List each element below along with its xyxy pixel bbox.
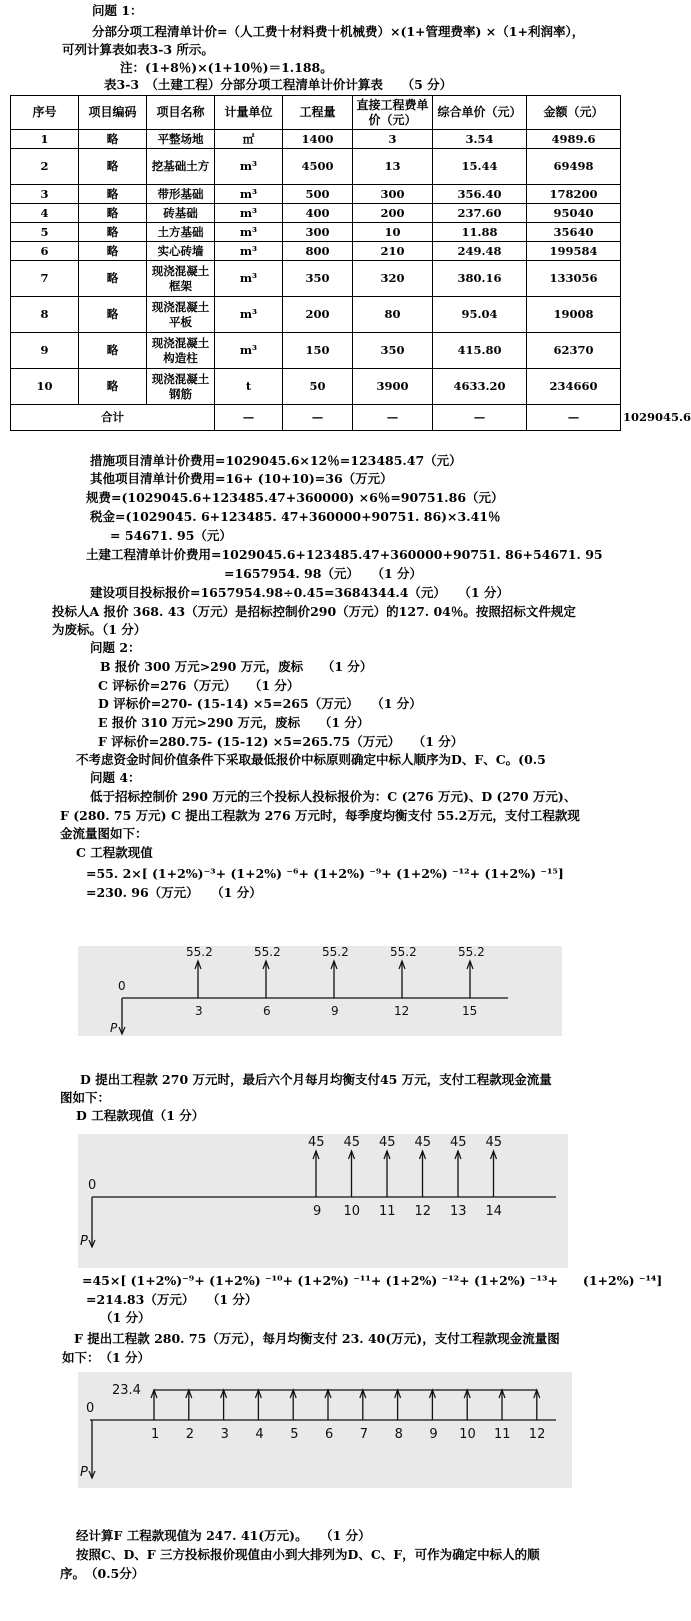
period-tick-label: 10 bbox=[343, 1204, 361, 1219]
col-header: 工程量 bbox=[283, 96, 353, 130]
q1-formula-line2: 可列计算表如表3-3 所示。 bbox=[62, 42, 214, 57]
table-row bbox=[11, 204, 621, 223]
q2-bidder-e: E 报价 310 万元>290 万元，废标 （1 分） bbox=[98, 715, 370, 730]
table-cell: m³ bbox=[215, 261, 283, 297]
period-tick-label: 5 bbox=[290, 1427, 299, 1442]
table-title: 表3-3 （土建工程）分部分项工程清单计价计算表 （5 分） bbox=[104, 77, 453, 92]
table-cell: 234660 bbox=[527, 369, 621, 405]
table-cell: 略 bbox=[79, 333, 147, 369]
table-cell: 平整场地 bbox=[147, 130, 215, 149]
table-cell: 挖基础土方 bbox=[147, 149, 215, 185]
table-cell: 133056 bbox=[527, 261, 621, 297]
bidder-a-line2: 为废标。（1 分） bbox=[52, 622, 147, 637]
table-cell: 9 bbox=[11, 333, 79, 369]
payment-amount-label: 55.2 bbox=[390, 945, 417, 959]
table-cell: 4633.20 bbox=[433, 369, 527, 405]
table-cell: m³ bbox=[215, 149, 283, 185]
payment-amount-label: 45 bbox=[379, 1135, 396, 1150]
table-cell: 249.48 bbox=[433, 242, 527, 261]
table-cell: 7 bbox=[11, 261, 79, 297]
c-formula: =55. 2×[ (1+2%)⁻³+ (1+2%) ⁻⁶+ (1+2%) ⁻⁹+ (1+2%) ⁻¹²+ (1+2%) ⁻¹⁵] bbox=[86, 866, 564, 881]
total-dash: — bbox=[433, 405, 527, 431]
table-cell: 380.16 bbox=[433, 261, 527, 297]
table-row bbox=[11, 242, 621, 261]
d-result: =214.83（万元） （1 分） bbox=[86, 1292, 258, 1307]
table-cell: 土方基础 bbox=[147, 223, 215, 242]
table-cell: 3900 bbox=[353, 369, 433, 405]
f-intro1: F 提出工程款 280. 75（万元），每月均衡支付 23. 40(万元)，支付工程款现金流量图 bbox=[74, 1331, 560, 1346]
table-cell: 80 bbox=[353, 297, 433, 333]
zero-label: 0 bbox=[86, 1401, 95, 1416]
table-cell: 350 bbox=[283, 261, 353, 297]
period-tick-label: 3 bbox=[220, 1427, 229, 1442]
table-header-row bbox=[11, 96, 621, 130]
period-tick-label: 1 bbox=[151, 1427, 160, 1442]
col-header: 项目名称 bbox=[147, 96, 215, 130]
total-dash: — bbox=[527, 405, 621, 431]
conclusion-line1: 按照C、D、F 三方投标报价现值由小到大排列为D、C、F，可作为确定中标人的顺 bbox=[76, 1547, 540, 1562]
period-tick-label: 15 bbox=[462, 1004, 478, 1018]
table-row bbox=[11, 149, 621, 185]
d-intro1: D 提出工程款 270 万元时，最后六个月每月均衡支付45 万元，支付工程款现金流量 bbox=[80, 1072, 552, 1087]
table-cell: 237.60 bbox=[433, 204, 527, 223]
table-row bbox=[11, 223, 621, 242]
table-cell: 62370 bbox=[527, 333, 621, 369]
period-tick-label: 9 bbox=[313, 1204, 322, 1219]
period-tick-label: 13 bbox=[450, 1204, 467, 1219]
table-cell: 略 bbox=[79, 242, 147, 261]
conclusion-line2: 序。 （0.5分） bbox=[60, 1566, 145, 1581]
period-tick-label: 12 bbox=[528, 1427, 546, 1442]
q4-intro2: F (280. 75 万元) C 提出工程款为 276 万元时，每季度均衡支付 55.2万元，支付工程款现 bbox=[60, 808, 580, 823]
table-cell: 3.54 bbox=[433, 130, 527, 149]
table-cell: m³ bbox=[215, 204, 283, 223]
table-cell: 现浇混凝土构造柱 bbox=[147, 333, 215, 369]
p-label: P bbox=[80, 1465, 88, 1480]
cashflow-chart-c bbox=[78, 946, 562, 1036]
table-cell: 现浇混凝土平板 bbox=[147, 297, 215, 333]
payment-amount-label: 45 bbox=[450, 1135, 467, 1150]
table-cell: 现浇混凝土框架 bbox=[147, 261, 215, 297]
table-cell: 95.04 bbox=[433, 297, 527, 333]
table-cell: 略 bbox=[79, 369, 147, 405]
q2-bidder-c: C 评标价=276（万元） （1 分） bbox=[98, 678, 300, 693]
table-cell: 10 bbox=[11, 369, 79, 405]
table-cell: 砖基础 bbox=[147, 204, 215, 223]
table-cell: 356.40 bbox=[433, 185, 527, 204]
d-formula: =45×[ (1+2%)⁻⁹+ (1+2%) ⁻¹⁰+ (1+2%) ⁻¹¹+ (1+2%) ⁻¹²+ (1+2%) ⁻¹³+ (1+2%) ⁻¹⁴] bbox=[82, 1273, 663, 1288]
q2-order: 不考虑资金时间价值条件下采取最低报价中标原则确定中标人顺序为D、F、C。(0.5 bbox=[76, 752, 546, 767]
d-intro2: 图如下： bbox=[60, 1090, 111, 1105]
table-cell: 11.88 bbox=[433, 223, 527, 242]
col-header: 项目编码 bbox=[79, 96, 147, 130]
d-label: D 工程款现值（1 分） bbox=[76, 1108, 205, 1123]
table-cell: 19008 bbox=[527, 297, 621, 333]
payment-amount-label: 45 bbox=[308, 1135, 325, 1150]
col-header: 序号 bbox=[11, 96, 79, 130]
q4-intro3: 金流量图如下： bbox=[60, 826, 148, 841]
payment-amount-label: 55.2 bbox=[322, 945, 349, 959]
table-cell: 略 bbox=[79, 261, 147, 297]
table-cell: 200 bbox=[283, 297, 353, 333]
table-cell: 现浇混凝土钢筋 bbox=[147, 369, 215, 405]
cashflow-chart-f bbox=[78, 1372, 572, 1488]
cashflow-diagram-f bbox=[78, 1372, 572, 1488]
table-cell: 3 bbox=[11, 185, 79, 204]
d-point: （1 分） bbox=[100, 1310, 151, 1325]
payment-amount-label: 55.2 bbox=[458, 945, 485, 959]
period-tick-label: 6 bbox=[325, 1427, 334, 1442]
table-cell: 带形基础 bbox=[147, 185, 215, 204]
p-label: P bbox=[80, 1234, 88, 1249]
total-label: 合计 bbox=[11, 405, 215, 431]
table-cell: 2 bbox=[11, 149, 79, 185]
table-cell: ㎡ bbox=[215, 130, 283, 149]
q2-bidder-d: D 评标价=270- (15-14) ×5=265（万元） （1 分） bbox=[98, 696, 422, 711]
table-cell: 略 bbox=[79, 204, 147, 223]
table-total-row: 合计 — — — — — 1029045.6 bbox=[11, 405, 621, 431]
table-cell: 4 bbox=[11, 204, 79, 223]
table-cell: 400 bbox=[283, 204, 353, 223]
table-row bbox=[11, 130, 621, 149]
table-row bbox=[11, 185, 621, 204]
measures-fee: 措施项目清单计价费用=1029045.6×12％=123485.47（元） bbox=[90, 453, 462, 468]
period-tick-label: 4 bbox=[255, 1427, 264, 1442]
table-cell: 199584 bbox=[527, 242, 621, 261]
period-tick-label: 8 bbox=[394, 1427, 403, 1442]
table-row bbox=[11, 369, 621, 405]
period-tick-label: 9 bbox=[429, 1427, 438, 1442]
cashflow-diagram-c bbox=[78, 946, 562, 1036]
total-dash: — bbox=[215, 405, 283, 431]
payment-amount-label: 55.2 bbox=[254, 945, 281, 959]
table-cell: 69498 bbox=[527, 149, 621, 185]
period-tick-label: 11 bbox=[379, 1204, 396, 1219]
table-cell: 50 bbox=[283, 369, 353, 405]
col-header: 直接工程费单价（元） bbox=[353, 96, 433, 130]
cashflow-diagram-d bbox=[78, 1134, 568, 1268]
q4-intro1: 低于招标控制价 290 万元的三个投标人投标报价为：C (276 万元)、D (270 万元)、 bbox=[90, 789, 577, 804]
table-cell: 3 bbox=[353, 130, 433, 149]
table-cell: 略 bbox=[79, 223, 147, 242]
q4-heading: 问题 4： bbox=[90, 770, 141, 785]
table-cell: 350 bbox=[353, 333, 433, 369]
f-intro2: 如下： （1 分） bbox=[62, 1350, 151, 1365]
cashflow-chart-d bbox=[78, 1134, 568, 1268]
table-cell: 8 bbox=[11, 297, 79, 333]
table-cell: 150 bbox=[283, 333, 353, 369]
period-tick-label: 2 bbox=[185, 1427, 195, 1442]
table-cell: 35640 bbox=[527, 223, 621, 242]
q2-bidder-f: F 评标价=280.75- (15-12) ×5=265.75（万元） （1 分） bbox=[98, 734, 464, 749]
f-result: 经计算F 工程款现值为 247. 41(万元)。 （1 分） bbox=[76, 1528, 371, 1543]
period-tick-label: 9 bbox=[331, 1004, 339, 1018]
table-cell: 210 bbox=[353, 242, 433, 261]
table-cell: m³ bbox=[215, 333, 283, 369]
col-header: 金额（元） bbox=[527, 96, 621, 130]
q2-bidder-b: B 报价 300 万元>290 万元，废标 （1 分） bbox=[100, 659, 373, 674]
period-tick-label: 10 bbox=[459, 1427, 476, 1442]
total-dash: — bbox=[353, 405, 433, 431]
table-cell: 320 bbox=[353, 261, 433, 297]
period-tick-label: 3 bbox=[195, 1004, 203, 1018]
table-cell: 略 bbox=[79, 130, 147, 149]
civil-line1: 土建工程清单计价费用=1029045.6+123485.47+360000+90751. 86+54671. 95 bbox=[86, 547, 603, 562]
payment-amount-label: 55.2 bbox=[186, 945, 213, 959]
table-cell: 5 bbox=[11, 223, 79, 242]
table-cell: 13 bbox=[353, 149, 433, 185]
table-cell: 95040 bbox=[527, 204, 621, 223]
zero-label: 0 bbox=[88, 1178, 97, 1193]
period-tick-label: 14 bbox=[485, 1204, 503, 1219]
table-cell: m³ bbox=[215, 297, 283, 333]
p-label: P bbox=[110, 1021, 118, 1035]
table-cell: 200 bbox=[353, 204, 433, 223]
table-cell: 1 bbox=[11, 130, 79, 149]
total-dash: — bbox=[283, 405, 353, 431]
payment-amount-label: 45 bbox=[485, 1135, 503, 1150]
col-header: 综合单价（元） bbox=[433, 96, 527, 130]
q2-heading: 问题 2： bbox=[90, 640, 141, 655]
table-cell: 略 bbox=[79, 185, 147, 204]
period-tick-label: 12 bbox=[394, 1004, 410, 1018]
table-cell: 略 bbox=[79, 149, 147, 185]
c-label: C 工程款现值 bbox=[76, 845, 153, 860]
tax-line2: = 54671. 95（元） bbox=[110, 528, 232, 543]
civil-line2: =1657954. 98（元） （1 分） bbox=[224, 566, 423, 581]
table-cell: m³ bbox=[215, 242, 283, 261]
table-cell: 6 bbox=[11, 242, 79, 261]
regulatory-fee: 规费=(1029045.6+123485.47+360000) ×6％=90751.86（元） bbox=[86, 490, 504, 505]
table-cell: 300 bbox=[353, 185, 433, 204]
table-cell: 4500 bbox=[283, 149, 353, 185]
period-tick-label: 7 bbox=[359, 1427, 369, 1442]
period-tick-label: 6 bbox=[263, 1004, 271, 1018]
zero-label: 0 bbox=[118, 979, 126, 993]
table-cell: m³ bbox=[215, 223, 283, 242]
period-tick-label: 11 bbox=[494, 1427, 511, 1442]
bidder-a-line1: 投标人A 报价 368. 43（万元）是招标控制价290（万元）的127. 04％。按照招标文件规定 bbox=[52, 604, 576, 619]
payment-amount-label: 23.4 bbox=[112, 1383, 141, 1398]
table-cell: t bbox=[215, 369, 283, 405]
payment-amount-label: 45 bbox=[414, 1135, 432, 1150]
c-result: =230. 96（万元） （1 分） bbox=[86, 885, 262, 900]
table-cell: 1400 bbox=[283, 130, 353, 149]
table-cell: 415.80 bbox=[433, 333, 527, 369]
table-row bbox=[11, 333, 621, 369]
bill-table bbox=[10, 95, 691, 431]
table-cell: 10 bbox=[353, 223, 433, 242]
bid-price: 建设项目投标报价=1657954.98÷0.45=3684344.4（元） （1 分） bbox=[90, 585, 509, 600]
q1-heading: 问题 1： bbox=[92, 3, 143, 18]
q1-note: 注：(1+8％)×(1+10％)＝1.188。 bbox=[120, 60, 333, 75]
table-cell: 500 bbox=[283, 185, 353, 204]
table-cell: 4989.6 bbox=[527, 130, 621, 149]
tax-line1: 税金=(1029045. 6+123485. 47+360000+90751. 86)×3.41％ bbox=[90, 509, 501, 524]
table-row bbox=[11, 297, 621, 333]
col-header: 计量单位 bbox=[215, 96, 283, 130]
payment-amount-label: 45 bbox=[343, 1135, 361, 1150]
table-cell: m³ bbox=[215, 185, 283, 204]
table-cell: 实心砖墙 bbox=[147, 242, 215, 261]
table-cell: 300 bbox=[283, 223, 353, 242]
table-cell: 178200 bbox=[527, 185, 621, 204]
table-cell: 800 bbox=[283, 242, 353, 261]
table-cell: 15.44 bbox=[433, 149, 527, 185]
q1-formula-line1: 分部分项工程清单计价=（人工费十材料费十机械费）×(1+管理费率) ×（1+利润率）， bbox=[92, 24, 585, 39]
table-row bbox=[11, 261, 621, 297]
period-tick-label: 12 bbox=[414, 1204, 432, 1219]
table-cell: 略 bbox=[79, 297, 147, 333]
other-fee: 其他项目清单计价费用=16+ (10+10)=36（万元） bbox=[90, 471, 393, 486]
